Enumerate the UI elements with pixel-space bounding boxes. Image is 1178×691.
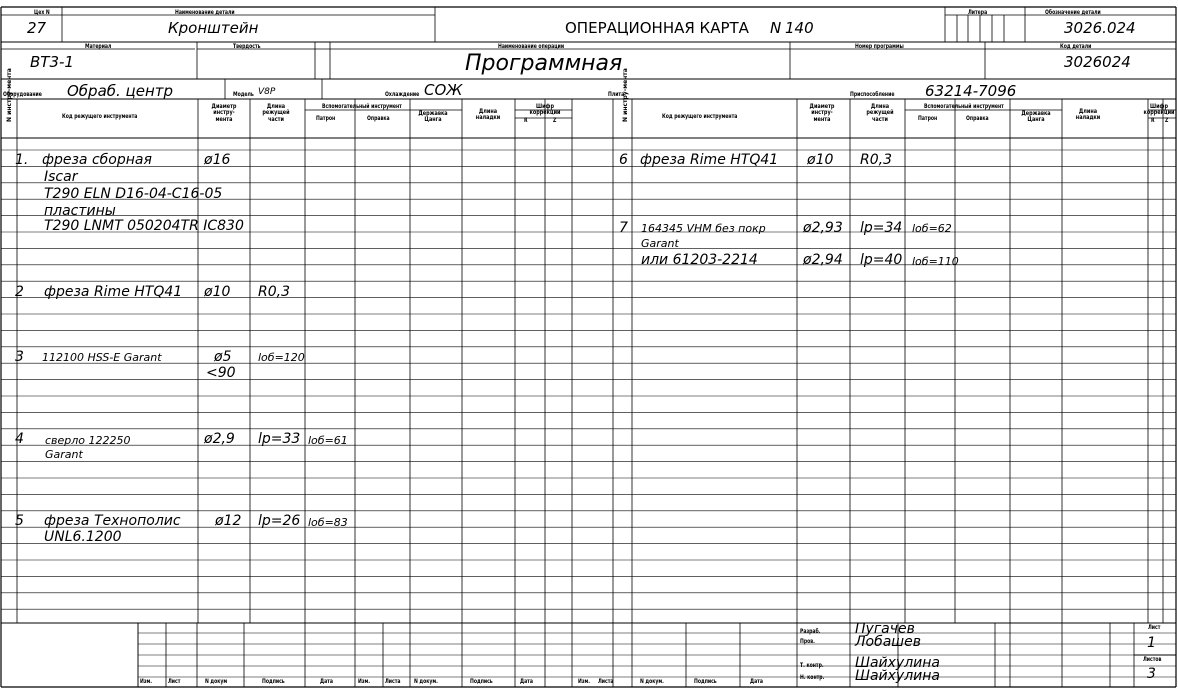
card-title: ОПЕРАЦИОННАЯ КАРТА [565,19,749,37]
entry-5-len: lp=26 [258,513,301,529]
change-log-col-2-4: Подпись [470,678,493,685]
chuck-header-right: Патрон [918,115,938,122]
entry-3-dia: ø5 [214,349,232,365]
material-label: Материал [85,43,112,50]
cooling-value: СОЖ [424,81,463,99]
equipment-value: Обраб. центр [67,82,174,100]
tool-code-header-right: Код режущего инструмента [662,113,738,120]
entry-5-chuck: lоб=83 [308,516,348,529]
entry-6-dia: ø10 [807,152,834,168]
cutting-length-header: Длина режущей части [262,103,290,123]
material-value: ВТ3-1 [30,53,74,71]
aux-tools-header-right: Вспомогательный инструмент [924,103,1004,110]
z-header: Z [553,117,557,124]
change-log-col-1-3: N докум [205,678,228,685]
entry-7-line3: или 61203-2214 [641,252,758,268]
entry-1-line3: T290 ELN D16-04-C16-05 [44,186,223,202]
change-log-col-2-2: Листа [385,678,401,685]
developed-value: Пугачев [855,621,915,637]
model-label: Модель [233,91,254,98]
tool-diameter-header-right: Диаметр инстру- мента [809,103,835,123]
developed-label: Разраб. [800,628,821,635]
entry-1-num: 1. [15,152,29,168]
chuck-header: Патрон [316,115,336,122]
entry-7-num: 7 [619,220,628,236]
sheets-value: 3 [1147,666,1156,682]
change-log-col-1-2: Лист [168,678,181,685]
setup-length-header-right: Длина наладки [1075,108,1101,122]
shop-label: Цех N [34,9,50,16]
tool-no-header: N инстру-мента [6,68,13,122]
card-number-prefix: N [770,19,782,37]
entry-4-line2: Garant [45,448,83,461]
fixture-value: 63214-7096 [925,82,1017,100]
entry-4-len: lp=33 [258,431,301,447]
entry-2-num: 2 [15,284,24,300]
norm-control-label: Н. контр. [800,674,825,681]
entry-5-line2: UNL6.1200 [44,529,122,545]
entry-7-code: 164345 VHM без покр [641,222,766,235]
entry-3-num: 3 [15,349,24,365]
hardness-label: Твердость [233,43,261,50]
tool-diameter-header: Диаметр инстру- мента [211,103,237,123]
operation-name-value: Программная [465,51,623,76]
entry-6-len: R0,3 [860,152,892,168]
change-log-col-3-1: Изм. [578,678,591,685]
entry-3-len: lоб=120 [258,351,305,364]
holder-header: Державка Цанга [418,110,448,124]
part-code-label: Код детали [1060,43,1092,50]
entry-1-dia: ø16 [204,152,231,168]
part-name-value: Кронштейн [168,19,259,37]
aux-tools-header: Вспомогательный инструмент [322,103,402,110]
entry-1-line2: Iscar [44,169,78,185]
r-header: R [524,117,528,124]
arbor-header: Оправка [367,115,390,122]
entry-2-dia: ø10 [204,284,231,300]
entry-7-alt-chuck: lоб=110 [912,255,959,268]
entry-7-dia: ø2,93 [803,220,843,236]
checked-label: Пров. [800,638,815,645]
change-log-col-2-5: Дата [520,678,533,685]
entry-5-dia: ø12 [215,513,242,529]
change-log-col-3-3: N докум. [640,678,664,685]
entry-4-code: сверло 122250 [45,434,131,447]
setup-length-header: Длина наладки [475,108,501,122]
model-value: V8P [258,87,276,97]
change-log-col-1-5: Дата [320,678,333,685]
sheet-label: Лист [1148,624,1161,631]
entry-2-len: R0,3 [258,284,290,300]
entry-3-angle: <90 [206,365,236,381]
change-log-col-3-2: Листа [598,678,614,685]
sheets-label: Листов [1143,656,1162,663]
tool-no-header-right: N инстру-мента [622,68,629,122]
entry-3-code: 112100 HSS-E Garant [42,351,162,364]
correction-header: Шифр коррекции [529,103,561,117]
change-log-col-3-4: Подпись [694,678,717,685]
norm-control-value: Шайхулина [855,668,940,684]
correction-header-right: Шифр коррекции [1143,103,1175,117]
tech-control-label: Т. контр. [800,662,824,669]
checked-value: Лобашев [855,634,921,650]
entry-4-chuck: lоб=61 [308,434,348,447]
holder-header-right: Державка Цанга [1021,110,1051,124]
equipment-label: Оборудование [3,91,42,98]
change-log-col-2-1: Изм. [358,678,371,685]
change-log-col-3-5: Дата [750,678,763,685]
entry-7-alt-dia: ø2,94 [803,252,843,268]
entry-1-line5: T290 LNMT 050204TR IC830 [44,218,244,234]
cutting-length-header-right: Длина режущей части [866,103,894,123]
entry-1-code: фреза сборная [42,152,152,168]
r-header-right: R [1151,117,1155,124]
entry-4-dia: ø2,9 [204,431,235,447]
entry-1-line4: пластины [44,203,116,219]
entry-2-code: фреза Rime HTQ41 [44,284,183,300]
tool-code-header: Код режущего инструмента [62,113,138,120]
entry-7-line2: Garant [641,237,679,250]
entry-4-num: 4 [15,431,24,447]
change-log-col-1-1: Изм. [140,678,153,685]
entry-7-len: lp=34 [860,220,903,236]
arbor-header-right: Оправка [966,115,989,122]
entry-5-code: фреза Технополис [44,513,181,529]
entry-6-num: 6 [619,152,628,168]
entry-6-code: фреза Rime HTQ41 [640,152,779,168]
card-number: 140 [785,19,814,37]
part-designation-value: 3026.024 [1064,19,1136,37]
z-header-right: Z [1165,117,1169,124]
entry-7-alt-len: lp=40 [860,252,903,268]
melt-label: Плита [608,91,625,98]
part-code-value: 3026024 [1064,53,1131,71]
change-log-col-1-4: Подпись [262,678,285,685]
program-number-label: Номер программы [855,43,904,50]
tech-control-value: Шайхулина [855,655,940,671]
shop-value: 27 [27,19,47,37]
part-name-label: Наименование детали [175,9,235,16]
sheet-value: 1 [1147,635,1156,651]
fixture-label: Приспособление [850,91,895,98]
part-designation-label: Обозначение детали [1045,9,1101,16]
change-log-col-2-3: N докум. [414,678,438,685]
operation-name-label: Наименование операции [498,43,565,50]
entry-5-num: 5 [15,513,24,529]
cooling-label: Охлаждение [385,91,420,98]
entry-7-chuck: lоб=62 [912,222,952,235]
letters-label: Литера [968,9,988,16]
